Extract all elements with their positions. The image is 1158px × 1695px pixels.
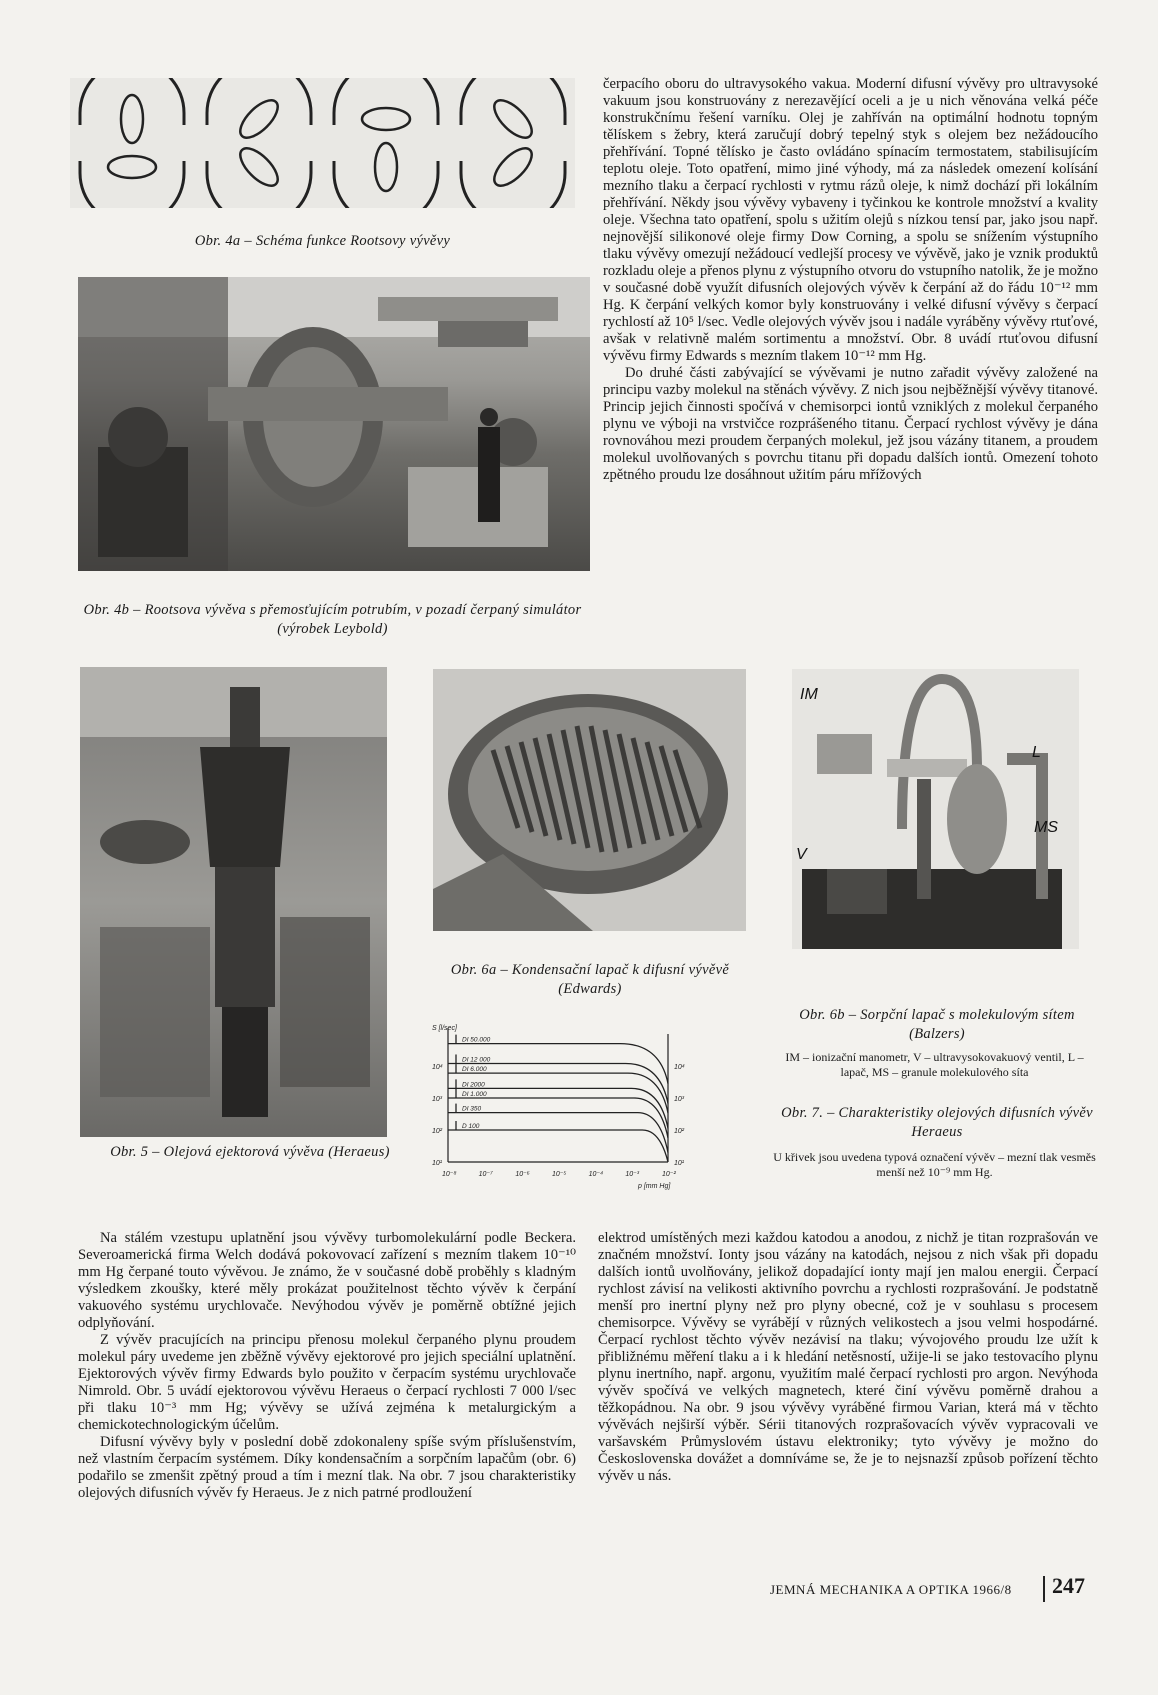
y-tick-label-left: 10¹ (432, 1160, 443, 1167)
figure-7-chart (420, 1022, 750, 1194)
figure-5-caption: Obr. 5 – Olejová ejektorová vývěva (Heraeus) (110, 1144, 390, 1160)
figure-4a-image (70, 78, 575, 208)
figure-4b-photo (78, 277, 590, 571)
series-label: DI 12 000 (462, 1056, 491, 1064)
footer-divider (1043, 1576, 1045, 1602)
roots-rotor (108, 156, 156, 178)
figure-6a-caption: Obr. 6a – Kondensační lapač k difusní vývěvě (Edwards) (450, 962, 730, 997)
figure-7-note: U křivek jsou uvedena typová označení vývěv – mezní tlak vesměs menší než 10⁻⁹ mm Hg. (773, 1150, 1096, 1179)
x-tick-label: 10⁻⁴ (588, 1171, 604, 1178)
page-number: 247 (1052, 1573, 1085, 1598)
paragraph: elektrod umístěných mezi každou katodou a anodou, z nichž je titan rozprašován ve značném množství. Ionty jsou vázány na katodách, nejsou z nich však při dopadu dalších iontů uvolňovány, jelikož dopadající ionty mají jen malou energii. Čerpací rychlost závisí na velikosti aktivního povrchu a rychlosti rozprašování. Je podstatně menší pro inertní plyny než pro plyny obecné, což je v souhlasu s procesem chemisorpce. Vývěvy se vyrábějí v různých velikostech a jsou velmi hospodárné. Čerpací rychlost těchto vývěv nezávisí na tlaku; vývojového proudu lze užít k přibližnému měření tlaku a i k hledání netěsností, užije-li se jako testovacího plynu plynu inertního, např. argonu, využitím malé čerpací rychlosti pro argon. Nevýhoda vývěv spočívá ve velkých magnetech, které činí vývěvu poměrně drahou a těžkopádnou. Na obr. 9 jsou vývěvy vyráběné firmou Varian, která má v těchto vývěvách nejširší výběr. Sérii titanových rozprašovacích vývěv vypracovali ve varšavském Průmyslovém ústavu elektroniky; tyto vývěvy je možno do Československa dovážet a domníváme se, že je to nejsnazší způsob pořízení těchto vývěv u nás. (598, 1230, 1098, 1484)
series-line (448, 1098, 668, 1138)
roots-housing (461, 78, 565, 208)
roots-rotor (121, 95, 143, 143)
journal-footer: JEMNÁ MECHANIKA A OPTIKA 1966/8 (770, 1582, 1012, 1597)
x-tick-label: 10⁻² (662, 1171, 676, 1178)
label-l: L (1032, 744, 1041, 761)
figure-6b-photo (792, 669, 1079, 949)
x-tick-label: 10⁻⁵ (552, 1171, 567, 1178)
x-tick-label: 10⁻⁸ (442, 1171, 457, 1178)
y-tick-label-right: 10³ (674, 1096, 685, 1103)
roots-rotor (362, 108, 410, 130)
x-tick-label: 10⁻³ (625, 1171, 640, 1178)
figure-6b-caption: Obr. 6b – Sorpční lapač s molekulovým sítem (Balzers) (799, 1007, 1075, 1042)
paragraph: čerpacího oboru do ultravysokého vakua. Moderní difusní vývěvy pro ultravysoké vakuum jsou konstruovány z nerezavějící oceli a je u nich věnována velká péče konstrukčnímu řešení varníku. Olej je zahříván na optimální hodnotu topným tělískem s žebry, která zaručují dobrý tepelný styk s olejem bez nežádoucího přehřívání. Topné tělísko je často ovládáno spínacím termostatem, stabilisujícím teplotu oleje. Toto opatření, mimo jiné výhody, má za následek omezení kolísání mezního tlaku a čerpací rychlosti v rytmu rázů oleje, k nimž dochází při lokálním přehřívání. Někdy jsou vývěvy vybaveny i tyčinkou ke kontrole množství a kvality oleje. Všechna tato opatření, spolu s užitím olejů s nízkou tensí par, jako jsou např. nejnovější silikonové oleje firmy Dow Corning, a spolu se snížením výstupního tlaku vývěvy omezují nežádoucí vedlejší procesy ve vývěvě, jako je vznik produktů rozkladu oleje a přenos plynu z výstupního otvoru do vstupního natolik, že je možno v současné době využít difusních olejových vývěv k čerpání až do řádu 10⁻¹² mm Hg. K čerpání velkých komor byly konstruovány i velké difusní vývěvy s čerpací rychlostí až 10⁵ l/sec. Vedle olejových vývěv jsou i nadále vyráběny vývěvy rtuťové, avšak v relativně malém sortimentu a množství. Obr. 8 uvádí rtuťovou difusní vývěvu firmy Edwards s mezním tlakem 10⁻¹² mm Hg. (603, 76, 1098, 364)
figure-6a-photo (433, 669, 746, 931)
label-v: V (796, 846, 807, 863)
paragraph: Difusní vývěvy byly v poslední době zdokonaleny spíše svým příslušenstvím, než vlastním čerpacím systémem. Díky kondensačním a sorpčním lapačům (obr. 6) podařilo se zmenšit zpětný proud a tím i mezní tlak. Na obr. 7 jsou charakteristiky olejových difusních vývěv fy Heraeus. Je z nich patrné prodloužení (78, 1434, 576, 1501)
series-line (448, 1113, 668, 1153)
paragraph: Do druhé části zabývající se vývěvami je nutno zařadit vývěvy založené na principu vazby molekul na stěnách vývěvy. Z nich jsou nejběžnější vývěvy titanové. Princip jejich činnosti spočívá v chemisorpci iontů vzniklých z molekul čerpaného plynu ve výboji na vrstvičce rozprášeného titanu. Čerpací rychlost vývěvy je dána rovnováhou mezi proudem čerpaných molekul, jež jsou vázány titanem, a proudem molekul uvolňovaných s povrchu titanu při dopadu dalších iontů. Omezení tohoto zpětného proudu lze dosáhnout užitím páru mřížových (603, 365, 1098, 483)
series-label: DI 2000 (462, 1081, 485, 1089)
roots-rotor (234, 142, 283, 191)
x-axis-label: p [mm Hg] (638, 1183, 671, 1190)
article-column-right-top (603, 76, 1098, 484)
article-column-right-bottom (598, 1230, 1098, 1485)
series-label: DI 6.000 (462, 1066, 487, 1074)
x-tick-label: 10⁻⁶ (515, 1171, 530, 1178)
paragraph: Z vývěv pracujících na principu přenosu molekul čerpaného plynu proudem molekul páry uvedeme jen zběžně vývěvy ejektorové pro jejich speciální uplatnění. Ejektorových vývěv firmy Edwards bylo použito v čerpacím systému urychlovače Nimrold. Obr. 5 uvádí ejektorovou vývěvu Heraeus o čerpací rychlosti 7 000 l/sec při tlaku 10⁻³ mm Hg; vývěvy se užívá zejména k metalurgickým a chemickotechnologickým účelům. (78, 1332, 576, 1433)
label-im: IM (800, 686, 818, 703)
figure-4a-caption: Obr. 4a – Schéma funkce Rootsovy vývěvy (194, 233, 451, 249)
roots-housing (207, 78, 311, 208)
paragraph: Na stálém vzestupu uplatnění jsou vývěvy turbomolekulární podle Beckera. Severoamerická firma Welch dodává pokovovací zařízení s mezním tlakem 10⁻¹⁰ mm Hg čerpané touto vývěvou. Je známo, že v současné době proběhly s kladným výsledkem zkoušky, které měly prokázat použitelnost těchto vývěv k čerpání vakuového systému urychlovače. Nevýhodou vývěv je poměrně obtížné jejich odplyňování. (78, 1230, 576, 1331)
y-tick-label-right: 10¹ (674, 1160, 685, 1167)
y-tick-label-left: 10² (432, 1128, 443, 1135)
x-tick-label: 10⁻⁷ (478, 1171, 493, 1178)
figure-6b-note: IM – ionizační manometr, V – ultravysokovakuový ventil, L – lapač, MS – granule molekulového síta (785, 1050, 1084, 1079)
label-ms: MS (1034, 819, 1058, 836)
figure-4b-caption: Obr. 4b – Rootsova vývěva s přemosťujícím potrubím, v pozadí čerpaný simulátor (výrobek Leybold) (83, 602, 582, 637)
y-axis-label: S [l/sec] (432, 1025, 457, 1032)
roots-rotor (375, 143, 397, 191)
roots-rotor (234, 94, 283, 143)
article-column-left-bottom (78, 1230, 576, 1502)
series-label: D 100 (462, 1123, 480, 1130)
figure-7-caption: Obr. 7. – Charakteristiky olejových difusních vývěv Heraeus (781, 1105, 1093, 1140)
roots-rotor (488, 142, 537, 191)
series-label: DI 350 (462, 1105, 482, 1113)
roots-rotor (488, 94, 537, 143)
series-label: DI 1.000 (462, 1091, 487, 1098)
y-tick-label-right: 10² (674, 1128, 685, 1135)
figure-5-photo (80, 667, 387, 1137)
series-label: DI 50.000 (462, 1036, 491, 1044)
y-tick-label-right: 10⁴ (674, 1064, 685, 1071)
y-tick-label-left: 10⁴ (432, 1064, 443, 1071)
y-tick-label-left: 10³ (432, 1096, 443, 1103)
series-line (448, 1130, 668, 1162)
